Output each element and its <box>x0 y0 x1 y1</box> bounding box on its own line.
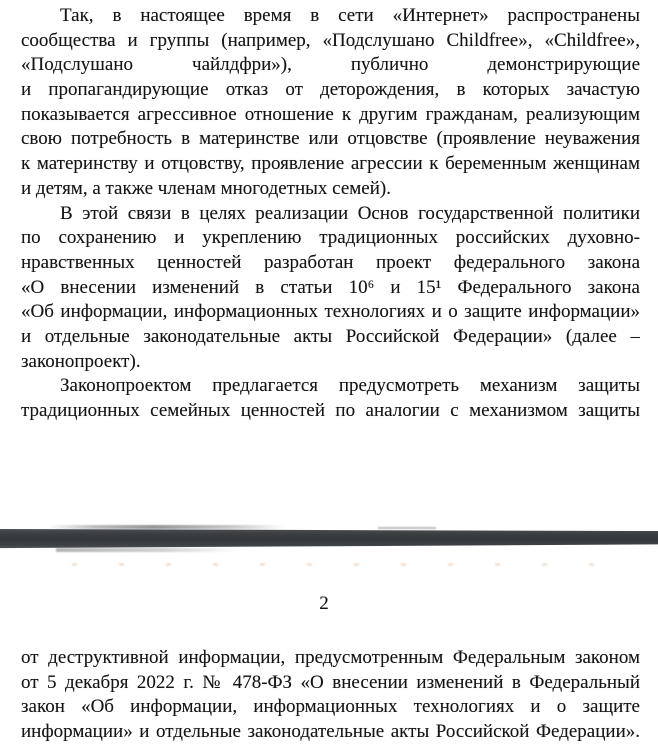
text-line: по сохранению и укреплению традиционных российских духовно- <box>21 227 640 249</box>
text-line: и отдельные законодательные акты Российской Федерации» (далее – <box>21 325 640 347</box>
scan-speck-row <box>30 563 626 566</box>
text-line: «О внесении изменений в статьи 10⁶ и 15¹ Федерального закона <box>21 276 640 298</box>
text-line: свою потребность в материнстве или отцовстве (проявление неуважения <box>21 128 640 150</box>
scan-smudge <box>378 527 436 529</box>
text-line: и пропагандирующие отказ от деторождения, в которых зачастую <box>21 79 640 101</box>
page-1-text <box>21 4 640 424</box>
text-line: от 5 декабря 2022 г. № 478-ФЗ «О внесении изменений в Федеральный <box>21 671 640 693</box>
text-line: «Подслушано чайлдфри»), публично демонстрирующие <box>21 54 640 76</box>
paragraph <box>21 646 640 744</box>
text-line: Так, в настоящее время в сети «Интернет» распространены <box>60 5 640 26</box>
page-2-text <box>21 646 640 744</box>
paragraph <box>21 4 640 202</box>
text-line: от деструктивной информации, предусмотренным Федеральным законом <box>21 647 640 668</box>
text-line: сообщества и группы (например, «Подслушано Childfree», «Childfree», <box>21 29 640 51</box>
scan-smudge <box>56 548 236 552</box>
text-line: показывается агрессивное отношение к другим гражданам, реализующим <box>21 103 640 125</box>
text-line: законопроект). <box>21 350 141 372</box>
text-line: закон «Об информации, информационных технологиях и о защите <box>21 696 640 718</box>
paragraph <box>21 202 640 375</box>
text-line: В этой связи в целях реализации Основ государственной политики <box>60 202 640 224</box>
text-line: Законопроектом предлагается предусмотреть механизм защиты <box>60 375 640 397</box>
text-line: и детям, а также членам многодетных семей). <box>21 177 391 199</box>
text-line: к материнству и отцовству, проявление агрессии к беременным женщинам <box>21 153 640 175</box>
text-line: традиционных семейных ценностей по аналогии с механизмом защиты <box>21 400 640 421</box>
text-line: информации» и отдельные законодательные акты Российской Федерации». <box>21 721 640 743</box>
page-number: 2 <box>319 593 329 614</box>
scan-smudge <box>48 525 284 529</box>
text-line: нравственных ценностей разработан проект федерального закона <box>21 251 640 273</box>
paragraph <box>21 374 640 423</box>
page-separator-band <box>0 526 658 549</box>
text-line: «Об информации, информационных технологиях и о защите информации» <box>21 301 640 323</box>
